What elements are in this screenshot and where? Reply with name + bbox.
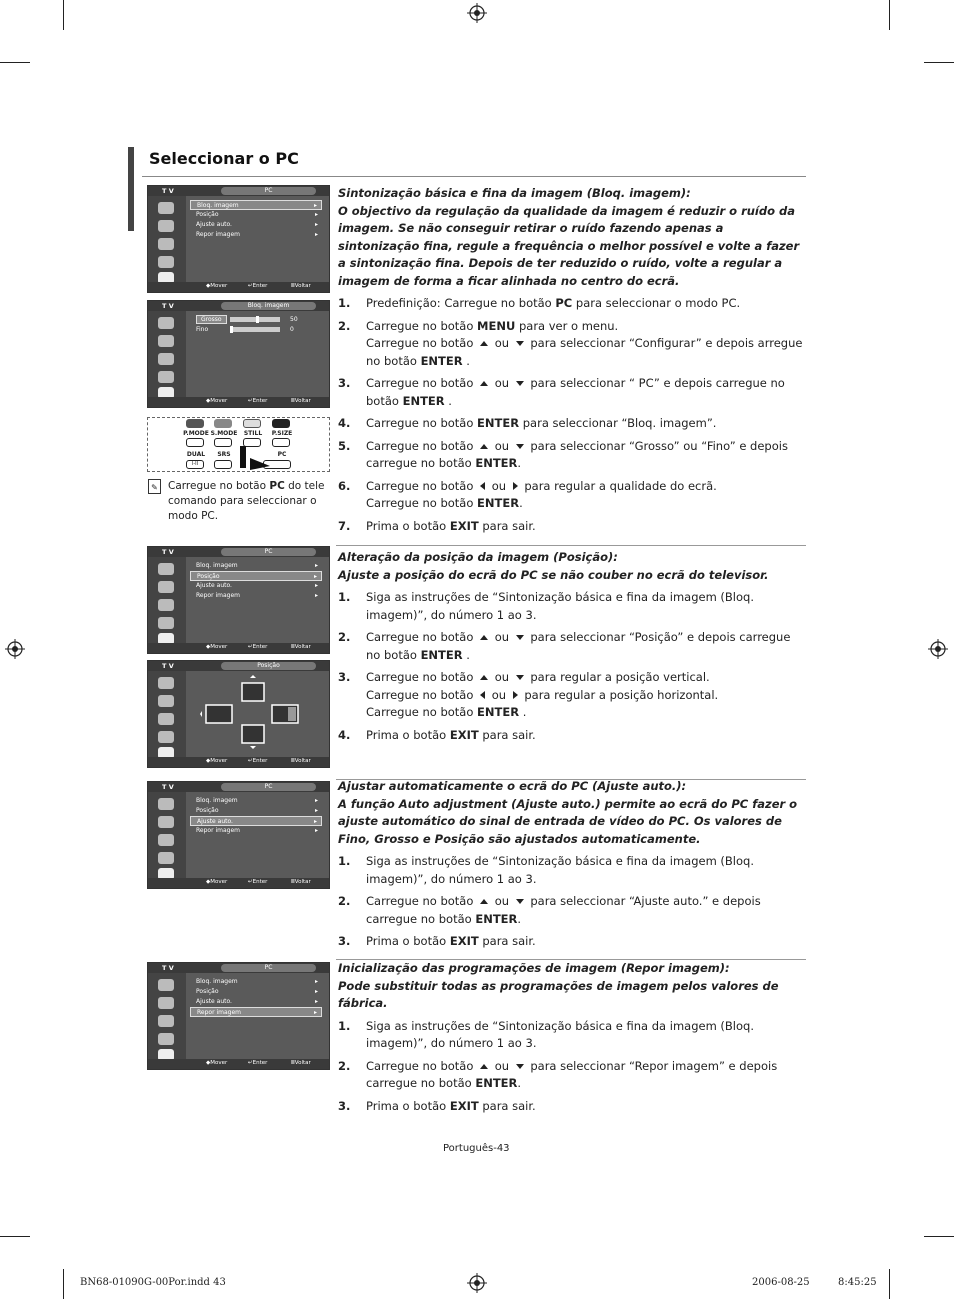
osd-item-grosso: Grosso 50: [190, 315, 322, 325]
osd-tv-label: T V: [162, 187, 174, 195]
section-heading: Inicialização das programações de imagem (Repor imagem):: [338, 961, 730, 975]
crop-mark: [0, 62, 30, 63]
down-arrow-icon: [516, 1064, 524, 1069]
osd-item: Ajuste auto. ▸: [196, 998, 318, 1005]
osd-item: Posição ▸: [196, 988, 318, 995]
smode-label: S.MODE: [210, 430, 238, 437]
up-arrow-icon: [480, 341, 488, 346]
osd-footer: ◆Mover ↵Enter ⅢVoltar: [148, 1059, 329, 1069]
step-3: 3. Prima o botão EXIT para sair.: [338, 1098, 536, 1113]
osd-sidebar: [148, 557, 186, 645]
registration-mark-icon: [467, 3, 487, 23]
tv-osd-bloq-imagem: [147, 300, 330, 408]
picture-icon: [158, 816, 174, 828]
osd-footer: ◆Mover ↵Enter ⅢVoltar: [148, 397, 329, 407]
channel-icon: [158, 1033, 174, 1045]
osd-menu-list: [190, 561, 322, 601]
up-arrow-icon: [480, 1064, 488, 1069]
osd-menu-list: [190, 315, 322, 335]
antenna-icon: [158, 563, 174, 575]
psize-label: P.SIZE: [271, 430, 293, 437]
crop-mark: [924, 1236, 954, 1237]
pointer-hand-icon: [232, 444, 272, 472]
pc-label: PC: [277, 451, 287, 458]
sound-icon: [158, 834, 174, 846]
picture-icon: [158, 997, 174, 1009]
osd-menu-list: [190, 977, 322, 1017]
section-ajuste-auto: [338, 778, 806, 951]
osd-header: T V PC: [148, 547, 329, 557]
crop-mark: [924, 62, 954, 63]
title-rule: [142, 176, 806, 177]
step-4: 4. Carregue no botão ENTER para seleccionar “Bloq. imagem”.: [338, 416, 717, 430]
osd-header: [148, 186, 329, 196]
step-2: 2. Carregue no botão MENU para ver o menu. Carregue no botão ou para seleccionar “Configurar” e depois arregue no botão ENTER .: [338, 318, 803, 368]
up-arrow-icon: [480, 381, 488, 386]
remote-color-button: [186, 419, 204, 428]
picture-icon: [158, 695, 174, 707]
section-heading: Ajustar automaticamente o ecrã do PC (Ajuste auto.):: [338, 779, 687, 793]
channel-icon: [158, 852, 174, 864]
srs-button: [214, 460, 232, 469]
print-file-name: BN68-01090G-00Por.indd 43: [80, 1277, 226, 1288]
down-arrow-icon: [516, 444, 524, 449]
up-arrow-icon: [480, 444, 488, 449]
antenna-icon: [158, 677, 174, 689]
remote-note: ✎ Carregue no botão PC do tele comando para seleccionar o modo PC.: [148, 479, 330, 524]
antenna-icon: [158, 798, 174, 810]
step-1: 1. Siga as instruções de “Sintonização básica e fina da imagem (Bloq. imagem)”, do número 1 ao 3.: [338, 854, 754, 886]
dual-label: DUAL: [186, 451, 206, 458]
tv-osd-pc-menu-ajuste: [147, 781, 330, 889]
step-2: 2. Carregue no botão ou para seleccionar “Repor imagem” e depois carregue no botão ENTER.: [338, 1058, 778, 1090]
remote-control-illustration: [147, 417, 330, 472]
antenna-icon: [158, 317, 174, 329]
step-1: 1. Siga as instruções de “Sintonização básica e fina da imagem (Bloq. imagem)”, do número 1 ao 3.: [338, 1018, 754, 1050]
down-arrow-icon: [516, 381, 524, 386]
osd-title: PC: [221, 187, 316, 195]
page-number: Português-43: [443, 1143, 510, 1154]
up-arrow-icon: [480, 635, 488, 640]
channel-icon: [158, 617, 174, 629]
step-3: 3. Carregue no botão ou para seleccionar “ PC” e depois carregue no botão ENTER .: [338, 376, 785, 408]
section-intro: A função Auto adjustment (Ajuste auto.) permite ao ecrã do PC fazer o ajuste automático do sinal de entrada de vídeo do PC. Os valores de Fino, Grosso e Posição são ajustados automaticamente.: [338, 796, 798, 846]
sound-icon: [158, 238, 174, 250]
pmode-label: P.MODE: [183, 430, 209, 437]
step-4: 4. Prima o botão EXIT para sair.: [338, 727, 536, 742]
section-bloq-imagem: [338, 185, 806, 535]
osd-item: Posição ▸: [190, 571, 322, 581]
osd-footer: ◆Mover ↵Enter ⅢVoltar: [148, 878, 329, 888]
down-arrow-icon: [516, 635, 524, 640]
osd-item: Repor imagem ▸: [196, 231, 318, 238]
osd-footer: ◆Mover ↵Enter ⅢVoltar: [148, 757, 329, 767]
sound-icon: [158, 353, 174, 365]
title-accent-gap: [134, 147, 140, 231]
print-date: 2006-08-25: [752, 1277, 810, 1288]
osd-item: Bloq. imagem ▸: [196, 562, 318, 569]
osd-sidebar: [148, 671, 186, 759]
crop-mark: [889, 1269, 890, 1299]
osd-sidebar: [148, 973, 186, 1061]
pmode-button: [186, 438, 204, 447]
step-3: 3. Prima o botão EXIT para sair.: [338, 934, 536, 948]
registration-mark-icon: [5, 639, 25, 659]
step-1: 1. Predefinição: Carregue no botão PC para seleccionar o modo PC.: [338, 296, 741, 310]
right-arrow-icon: [513, 482, 518, 490]
osd-header: T V PC: [148, 963, 329, 973]
osd-item-fino: Fino 0: [196, 326, 294, 333]
osd-item: Ajuste auto. ▸: [196, 221, 318, 228]
osd-sidebar: [148, 196, 186, 284]
osd-menu-list: [190, 200, 322, 240]
osd-item: Repor imagem ▸: [196, 592, 318, 599]
channel-icon: [158, 731, 174, 743]
tv-osd-posicao: [147, 660, 330, 768]
crop-mark: [0, 1236, 30, 1237]
channel-icon: [158, 371, 174, 383]
remote-color-button: [214, 419, 232, 428]
osd-header: T V Bloq. imagem: [148, 301, 329, 311]
osd-item: Repor imagem ▸: [196, 827, 318, 834]
registration-mark-icon: [467, 1273, 487, 1293]
section-heading: Alteração da posição da imagem (Posição):: [338, 550, 618, 564]
crop-mark: [889, 0, 890, 30]
left-arrow-icon: [480, 482, 485, 490]
step-2: 2. Carregue no botão ou para seleccionar “Ajuste auto.” e depois carregue no botão ENTER.: [338, 894, 761, 926]
osd-item: Posição ▸: [196, 807, 318, 814]
section-intro: Pode substituir todas as programações de imagem pelos valores de fábrica.: [338, 978, 779, 1010]
section-rule: [336, 545, 806, 546]
section-posicao: [338, 549, 806, 744]
osd-item: Ajuste auto. ▸: [196, 582, 318, 589]
section-repor-imagem: [338, 960, 806, 1115]
down-arrow-icon: [516, 341, 524, 346]
osd-sidebar: [148, 311, 186, 399]
crop-mark: [63, 1269, 64, 1299]
tv-osd-pc-menu: [147, 185, 330, 293]
tv-osd-pc-menu-posicao: [147, 546, 330, 654]
page-title: Seleccionar o PC: [149, 149, 299, 168]
antenna-icon: [158, 202, 174, 214]
step-6: 6. Carregue no botão ou para regular a qualidade do ecrã. Carregue no botão ENTER.: [338, 478, 717, 510]
osd-sidebar: [148, 792, 186, 880]
osd-item: Bloq. imagem ▸: [196, 797, 318, 804]
sound-icon: [158, 713, 174, 725]
osd-item: Bloq. imagem ▸: [190, 200, 322, 210]
down-arrow-icon: [516, 899, 524, 904]
crop-mark: [63, 0, 64, 30]
step-7: 7. Prima o botão EXIT para sair.: [338, 518, 536, 533]
osd-item: Bloq. imagem ▸: [196, 978, 318, 985]
section-heading: Sintonização básica e fina da imagem (Bloq. imagem):: [338, 186, 691, 200]
note-icon: ✎: [148, 479, 161, 494]
step-5: 5. Carregue no botão ou para seleccionar “Grosso” ou “Fino” e depois carregue no botão ENTER.: [338, 438, 788, 470]
osd-footer: ◆Mover ↵Enter ⅢVoltar: [148, 643, 329, 653]
osd-header: T V PC: [148, 782, 329, 792]
step-3: 3. Carregue no botão ou para regular a posição vertical. Carregue no botão ou para regular a posição horizontal. Carregue no botão ENTER .: [338, 670, 719, 719]
smode-button: [214, 438, 232, 447]
picture-icon: [158, 581, 174, 593]
osd-menu-list: [190, 796, 322, 836]
sound-icon: [158, 1015, 174, 1027]
antenna-icon: [158, 979, 174, 991]
remote-color-button: [243, 419, 261, 428]
srs-label: SRS: [217, 451, 231, 458]
position-arrows-icon: [200, 675, 330, 751]
up-arrow-icon: [480, 675, 488, 680]
section-intro: Ajuste a posição do ecrã do PC se não couber no ecrã do televisor.: [338, 567, 769, 582]
section-intro: O objectivo da regulação da qualidade da imagem é reduzir o ruído da imagem. Se não conseguir retirar o ruído fazendo apenas a sintonização fina, regule a frequência o melhor possível e volte a fazer a sintonização fina. Depois de ter reduzido o ruído, volte a regular a imagem de forma a ficar alinhada no centro do ecrã.: [338, 203, 800, 288]
psize-button: [272, 438, 290, 447]
osd-item: Repor imagem ▸: [190, 1007, 322, 1017]
down-arrow-icon: [516, 675, 524, 680]
still-label: STILL: [243, 430, 263, 437]
step-2: 2. Carregue no botão ou para seleccionar “Posição” e depois carregue no botão ENTER .: [338, 630, 791, 662]
tv-osd-pc-menu-repor: [147, 962, 330, 1070]
step-1: 1. Siga as instruções de “Sintonização básica e fina da imagem (Bloq. imagem)”, do número 1 ao 3.: [338, 590, 754, 622]
dual-button: I-II: [186, 460, 204, 469]
left-arrow-icon: [480, 691, 485, 699]
remote-color-button: [272, 419, 290, 428]
registration-mark-icon: [928, 639, 948, 659]
channel-icon: [158, 256, 174, 268]
picture-icon: [158, 335, 174, 347]
up-arrow-icon: [480, 899, 488, 904]
picture-icon: [158, 220, 174, 232]
osd-footer: ◆Mover ↵Enter ⅢVoltar: [148, 282, 329, 292]
sound-icon: [158, 599, 174, 611]
osd-item: Ajuste auto. ▸: [190, 816, 322, 826]
osd-header: T V Posição: [148, 661, 329, 671]
print-time: 8:45:25: [838, 1277, 877, 1288]
right-arrow-icon: [513, 691, 518, 699]
osd-item: Posição ▸: [196, 211, 318, 218]
